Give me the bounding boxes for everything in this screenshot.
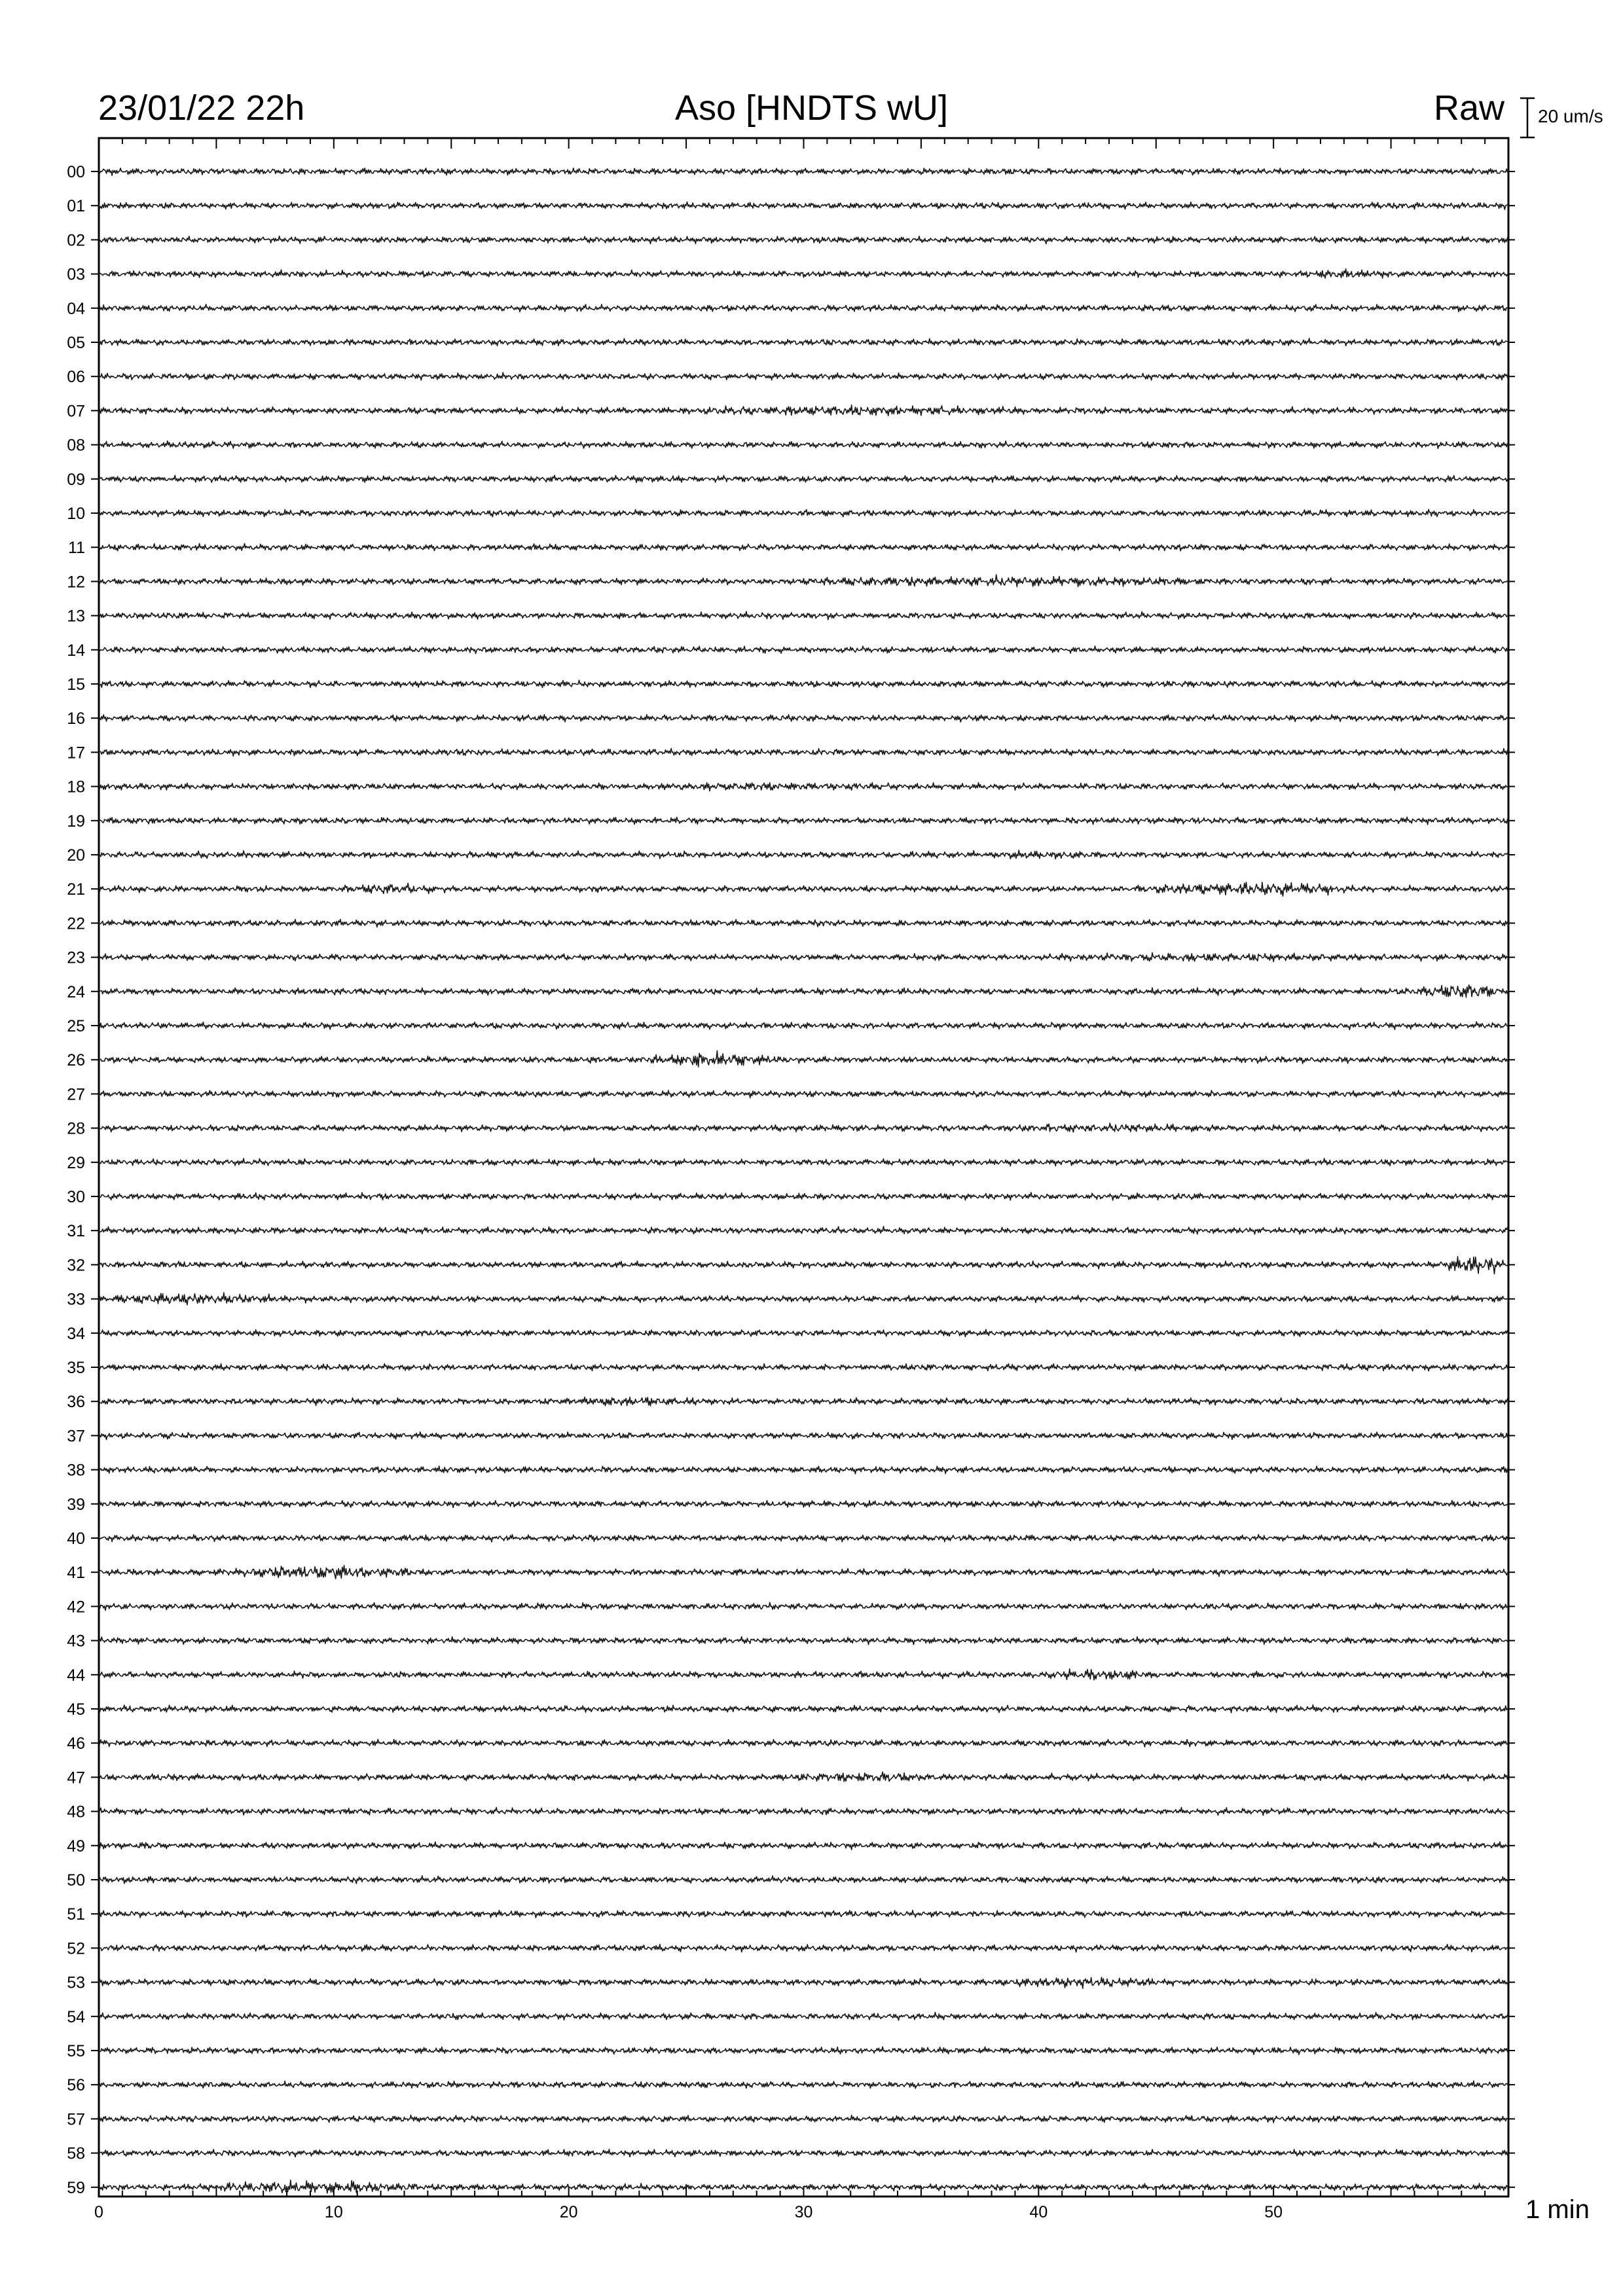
row-label: 08	[67, 436, 85, 455]
row-label: 47	[67, 1768, 85, 1787]
trace-line	[99, 1637, 1508, 1645]
trace-line	[99, 1602, 1508, 1610]
trace-line	[99, 850, 1508, 859]
trace-line	[99, 1432, 1508, 1440]
row-labels	[67, 163, 85, 2197]
x-tick-label: 0	[94, 2203, 103, 2221]
trace-line	[99, 405, 1508, 416]
x-tick-label: 40	[1029, 2203, 1048, 2221]
trace-line	[99, 611, 1508, 620]
row-label: 26	[67, 1051, 85, 1070]
x-tick-label: 10	[324, 2203, 343, 2221]
trace-line	[99, 304, 1508, 312]
row-label: 25	[67, 1017, 85, 1035]
row-label: 54	[67, 2007, 85, 2026]
trace-line	[99, 715, 1508, 723]
trace-line	[99, 1329, 1508, 1336]
trace-line	[99, 1945, 1508, 1952]
trace-line	[99, 1090, 1508, 1098]
row-label: 52	[67, 1939, 85, 1958]
row-label: 38	[67, 1461, 85, 1480]
row-label: 49	[67, 1837, 85, 1856]
x-tick-label: 20	[559, 2203, 578, 2221]
row-label: 44	[67, 1666, 85, 1685]
row-label: 41	[67, 1564, 85, 1583]
row-label: 53	[67, 1973, 85, 1992]
trace-line	[99, 1566, 1508, 1579]
row-label: 42	[67, 1598, 85, 1617]
trace-line	[99, 338, 1508, 346]
trace-line	[99, 2149, 1508, 2157]
trace-line	[99, 1669, 1508, 1680]
trace-line	[99, 1534, 1508, 1542]
trace-line	[99, 236, 1508, 244]
row-label: 19	[67, 812, 85, 831]
row-label: 05	[67, 334, 85, 352]
trace-line	[99, 1123, 1508, 1132]
row-label: 07	[67, 402, 85, 421]
trace-line	[99, 680, 1508, 688]
row-label: 55	[67, 2042, 85, 2060]
row-label: 45	[67, 1700, 85, 1719]
trace-line	[99, 1705, 1508, 1713]
row-label: 09	[67, 470, 85, 489]
row-label: 13	[67, 607, 85, 626]
trace-line	[99, 2081, 1508, 2089]
row-label: 51	[67, 1905, 85, 1924]
row-label: 40	[67, 1530, 85, 1548]
trace-line	[99, 1022, 1508, 1030]
trace-line	[99, 1293, 1508, 1305]
row-label: 11	[68, 539, 85, 558]
row-label: 21	[67, 880, 85, 899]
x-axis-unit-label: 1 min	[1525, 2195, 1590, 2224]
row-label: 27	[67, 1085, 85, 1104]
row-label: 01	[67, 197, 85, 216]
trace-line	[99, 1500, 1508, 1507]
trace-line	[99, 783, 1508, 791]
row-label: 03	[67, 265, 85, 284]
trace-line	[99, 1876, 1508, 1884]
trace-line	[99, 920, 1508, 927]
row-label: 16	[67, 709, 85, 728]
row-label: 57	[67, 2110, 85, 2129]
trace-line	[99, 168, 1508, 175]
row-label: 04	[67, 299, 85, 318]
row-label: 14	[67, 641, 85, 660]
scale-label: 20 um/s	[1538, 106, 1603, 126]
x-axis-labels	[94, 2203, 1283, 2221]
trace-line	[99, 1227, 1508, 1234]
trace-line	[99, 475, 1508, 482]
row-label: 50	[67, 1871, 85, 1890]
row-label: 35	[67, 1359, 85, 1377]
trace-line	[99, 2115, 1508, 2123]
trace-line	[99, 575, 1508, 586]
row-label: 37	[67, 1427, 85, 1446]
row-label: 22	[67, 914, 85, 933]
trace-line	[99, 749, 1508, 757]
row-label: 58	[67, 2144, 85, 2163]
trace-line	[99, 441, 1508, 449]
row-label: 12	[67, 573, 85, 592]
station-title: Aso [HNDTS wU]	[674, 88, 949, 128]
row-label: 10	[67, 505, 85, 523]
trace-line	[99, 1842, 1508, 1850]
row-label: 59	[67, 2178, 85, 2197]
trace-line	[99, 882, 1508, 896]
plot-frame	[99, 138, 1508, 2197]
mode-label: Raw	[1434, 88, 1505, 128]
row-label: 46	[67, 1734, 85, 1753]
row-label: 39	[67, 1495, 85, 1514]
trace-line	[99, 1910, 1508, 1918]
row-label: 28	[67, 1119, 85, 1138]
row-label: 32	[67, 1256, 85, 1275]
row-label: 33	[67, 1290, 85, 1309]
row-label: 43	[67, 1632, 85, 1651]
trace-line	[99, 509, 1508, 516]
trace-line	[99, 1397, 1508, 1407]
trace-line	[99, 985, 1508, 997]
trace-line	[99, 1193, 1508, 1200]
row-label: 15	[67, 675, 85, 694]
row-label: 18	[67, 778, 85, 797]
row-label: 20	[67, 846, 85, 865]
trace-line	[99, 817, 1508, 825]
row-label: 30	[67, 1188, 85, 1206]
trace-line	[99, 1466, 1508, 1474]
trace-line	[99, 269, 1508, 278]
trace-line	[99, 1740, 1508, 1748]
row-label: 31	[67, 1222, 85, 1241]
date-hour-title: 23/01/22 22h	[98, 88, 305, 128]
row-label: 00	[67, 163, 85, 181]
trace-line	[99, 202, 1508, 210]
trace-line	[99, 543, 1508, 550]
trace-line	[99, 1364, 1508, 1371]
row-label: 34	[67, 1324, 85, 1343]
trace-line	[99, 1772, 1508, 1782]
time-ticks	[99, 138, 1508, 2197]
trace-line	[99, 1257, 1508, 1274]
trace-line	[99, 1050, 1508, 1067]
row-label: 17	[67, 744, 85, 762]
x-tick-label: 30	[794, 2203, 813, 2221]
trace-line	[99, 1808, 1508, 1816]
row-label: 48	[67, 1803, 85, 1821]
row-label: 29	[67, 1153, 85, 1172]
trace-line	[99, 372, 1508, 380]
x-tick-label: 50	[1264, 2203, 1283, 2221]
row-label: 23	[67, 948, 85, 967]
row-label: 36	[67, 1393, 85, 1412]
trace-line	[99, 953, 1508, 962]
trace-line	[99, 1977, 1508, 1988]
trace-line	[99, 2013, 1508, 2020]
row-label: 56	[67, 2076, 85, 2095]
trace-line	[99, 2047, 1508, 2054]
row-label: 02	[67, 231, 85, 250]
trace-line	[99, 646, 1508, 654]
row-label: 24	[67, 982, 85, 1001]
row-label: 06	[67, 368, 85, 387]
seismogram-traces	[91, 168, 1515, 2193]
trace-line	[99, 1158, 1508, 1166]
